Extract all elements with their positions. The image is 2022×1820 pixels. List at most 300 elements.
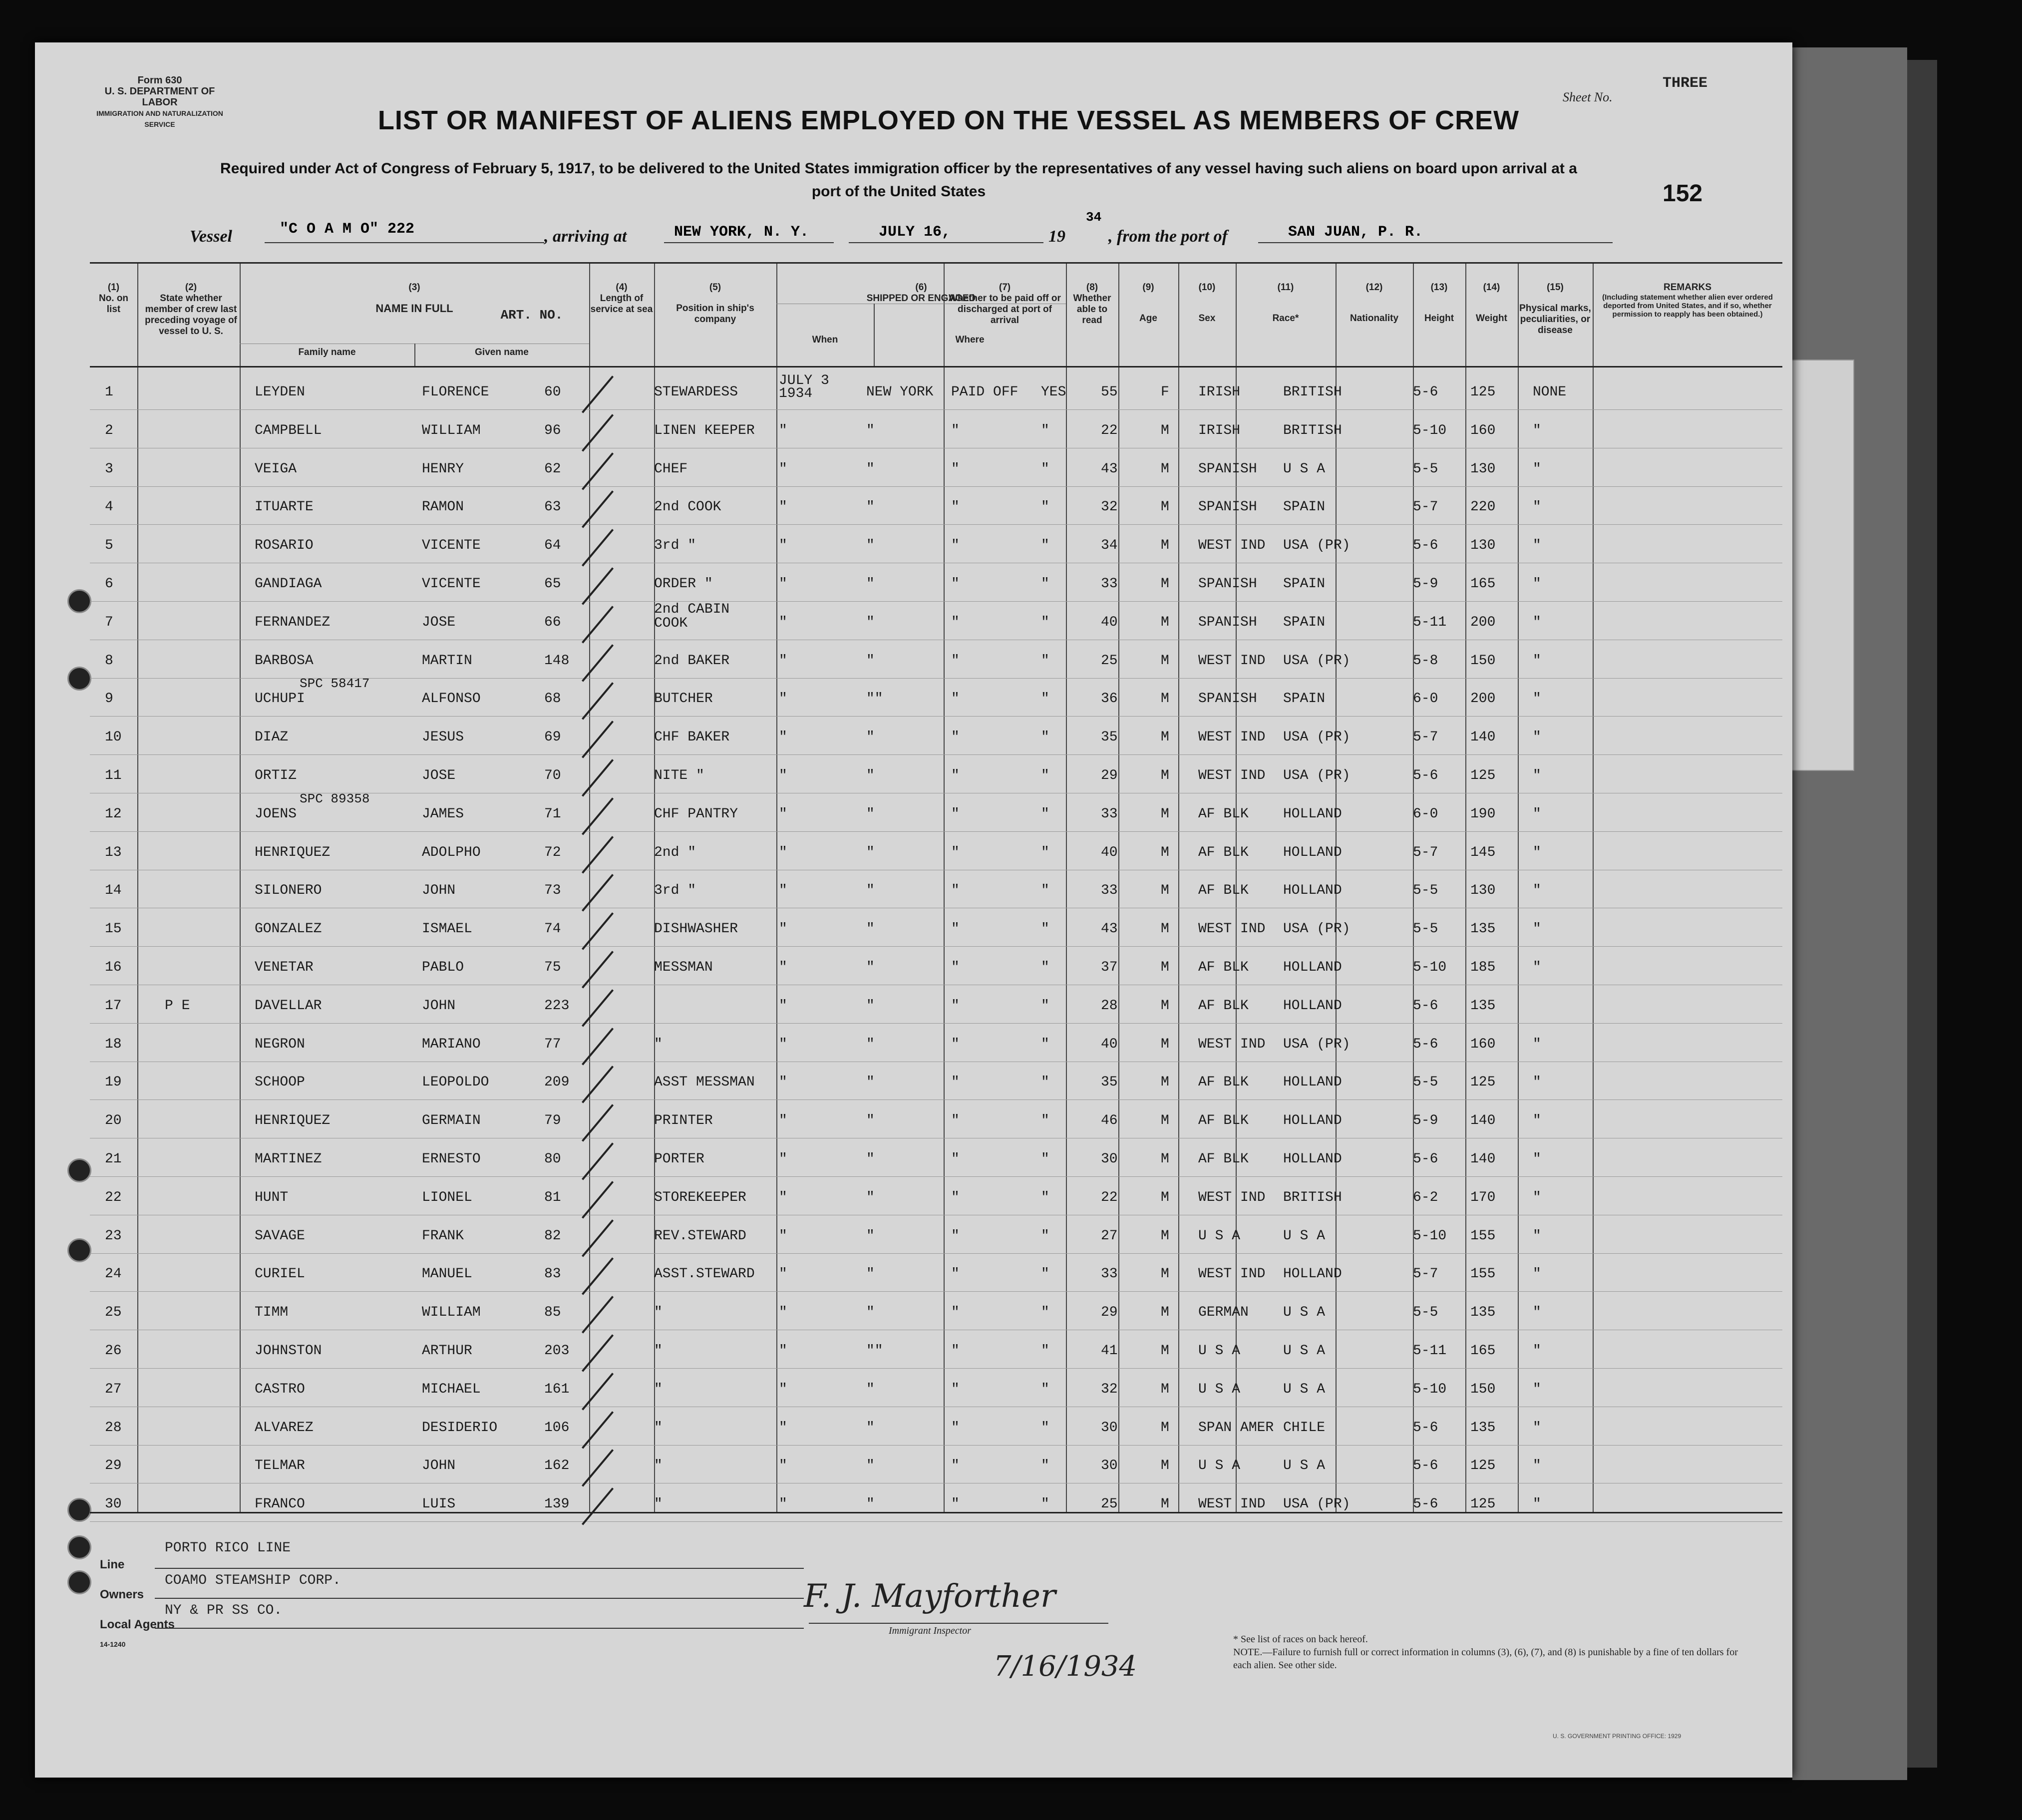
cell-nat: U S A (1283, 1228, 1326, 1244)
form-number: Form 630 (137, 75, 182, 86)
cell-position: " (654, 1305, 663, 1321)
cell-no: 14 (105, 883, 122, 899)
cell-read: " (1041, 691, 1049, 707)
cell-weight: 140 (1470, 1113, 1496, 1129)
cell-where: " (866, 614, 875, 630)
header-position (654, 282, 776, 325)
cell-age: 55 (1101, 384, 1118, 400)
cell-family: NEGRON (255, 1036, 305, 1052)
cell-marks: " (1533, 768, 1541, 783)
header-text: Position in ship's company (676, 303, 754, 325)
cell-position: " (654, 1458, 663, 1474)
cell-age: 29 (1101, 1305, 1118, 1321)
cell-given: LIONEL (422, 1189, 472, 1205)
col-divider (1593, 264, 1594, 1512)
cell-sex: M (1161, 461, 1169, 477)
cell-read: " (1041, 1228, 1049, 1244)
cell-where: " (866, 1266, 875, 1282)
header-num: REMARKS (1663, 282, 1712, 293)
cell-age: 33 (1101, 1266, 1118, 1282)
header-text: Whether to be paid off or discharged at port of arrival (949, 293, 1061, 326)
cell-sex: M (1161, 1496, 1169, 1512)
cell-art: 63 (544, 499, 561, 515)
cell-race: SPANISH (1198, 499, 1257, 515)
cell-height: 5-11 (1413, 614, 1447, 630)
cell-marks: " (1533, 883, 1541, 899)
signature-underline (809, 1623, 1108, 1624)
cell-position: 3rd " (654, 883, 696, 899)
cell-where: " (866, 1151, 875, 1167)
cell-when: " (779, 1343, 787, 1359)
cell-where: " (866, 1075, 875, 1091)
cell-age: 41 (1101, 1343, 1118, 1359)
cell-when: " (779, 729, 787, 745)
header-num: (6) (915, 282, 927, 293)
cell-sex: M (1161, 768, 1169, 783)
cell-art: 60 (544, 384, 561, 400)
cell-nat: HOLLAND (1283, 1113, 1342, 1129)
cell-weight: 125 (1470, 1075, 1496, 1091)
cell-height: 5-5 (1413, 921, 1438, 937)
cell-height: 5-10 (1413, 960, 1447, 975)
cell-family: JOENS (255, 806, 297, 822)
binder-hole (67, 1158, 91, 1182)
cell-family: LEYDEN (255, 384, 305, 400)
cell-where: " (866, 998, 875, 1014)
cell-art: 83 (544, 1266, 561, 1282)
cell-family: DIAZ (255, 729, 289, 745)
cell-where: " (866, 806, 875, 822)
cell-sex: M (1161, 499, 1169, 515)
cell-age: 30 (1101, 1151, 1118, 1167)
cell-read: " (1041, 422, 1049, 438)
cell-paid: PAID OFF (951, 384, 1018, 400)
cell-no: 30 (105, 1496, 122, 1512)
cell-nat: SPAIN (1283, 576, 1326, 592)
cell-family: CAMPBELL (255, 422, 322, 438)
cell-where: " (866, 1420, 875, 1436)
cell-family: SCHOOP (255, 1075, 305, 1091)
cell-race: WEST IND (1198, 768, 1266, 783)
cell-read: " (1041, 1381, 1049, 1397)
cell-family: GONZALEZ (255, 921, 322, 937)
header-text: Sex (1198, 313, 1216, 324)
cell-nat: USA (PR) (1283, 538, 1350, 554)
cell-art: 148 (544, 653, 570, 669)
cell-position: 2nd COOK (654, 499, 721, 515)
cell-weight: 190 (1470, 806, 1496, 822)
cell-position: 2nd " (654, 844, 696, 860)
cell-family: JOHNSTON (255, 1343, 322, 1359)
cell-where: " (866, 653, 875, 669)
arriving-label: , arriving at (544, 227, 627, 246)
cell-nat: HOLLAND (1283, 1266, 1342, 1282)
cell-paid: " (951, 1381, 960, 1397)
cell-marks: " (1533, 806, 1541, 822)
cell-art: 69 (544, 729, 561, 745)
cell-no: 15 (105, 921, 122, 937)
cell-position: 3rd " (654, 538, 696, 554)
cell-no: 6 (105, 576, 113, 592)
header-text: Whether able to read (1073, 293, 1111, 326)
header-text: SHIPPED OR ENGAGED (866, 293, 976, 304)
date-underline (849, 242, 1043, 243)
cell-sex: M (1161, 921, 1169, 937)
cell-given: VICENTE (422, 576, 481, 592)
line-underline (155, 1568, 804, 1569)
header-text: Weight (1476, 313, 1507, 324)
cell-read: " (1041, 729, 1049, 745)
cell-no: 18 (105, 1036, 122, 1052)
cell-when: " (779, 768, 787, 783)
cell-height: 5-5 (1413, 1075, 1438, 1091)
cell-age: 25 (1101, 1496, 1118, 1512)
cell-weight: 125 (1470, 768, 1496, 783)
cell-position: " (654, 1420, 663, 1436)
cell-family: UCHUPI (255, 691, 305, 707)
year-suffix: 34 (1086, 210, 1102, 225)
cell-when: " (779, 576, 787, 592)
cell-marks: " (1533, 1189, 1541, 1205)
cell-read: " (1041, 499, 1049, 515)
cell-weight: 145 (1470, 844, 1496, 860)
cell-weight: 155 (1470, 1266, 1496, 1282)
cell-family: ITUARTE (255, 499, 314, 515)
cell-given: JOHN (422, 1458, 456, 1474)
cell-marks: " (1533, 461, 1541, 477)
cell-height: 6-0 (1413, 806, 1438, 822)
printing-office: U. S. GOVERNMENT PRINTING OFFICE: 1929 (1553, 1733, 1682, 1740)
cell-family: HUNT (255, 1189, 289, 1205)
cell-art: 223 (544, 998, 570, 1014)
cell-where: " (866, 422, 875, 438)
cell-spc: SPC 58417 (300, 676, 370, 692)
cell-sex: M (1161, 653, 1169, 669)
cell-nat: USA (PR) (1283, 768, 1350, 783)
binder-hole (67, 1498, 91, 1522)
cell-paid: " (951, 768, 960, 783)
header-num: (2) (185, 282, 197, 293)
cell-given: LEOPOLDO (422, 1075, 489, 1091)
cell-when: " (779, 883, 787, 899)
cell-family: TELMAR (255, 1458, 305, 1474)
cell-weight: 140 (1470, 729, 1496, 745)
cell-when: " (779, 1151, 787, 1167)
cell-art: 162 (544, 1458, 570, 1474)
cell-when: " (779, 960, 787, 975)
header-age (1118, 282, 1178, 324)
header-family-name: Family name (298, 347, 356, 358)
cell-age: 43 (1101, 461, 1118, 477)
cell-no: 7 (105, 614, 113, 630)
header-text: Length of service at sea (590, 293, 653, 315)
cell-given: DESIDERIO (422, 1420, 498, 1436)
cell-nat: HOLLAND (1283, 806, 1342, 822)
cell-given: FLORENCE (422, 384, 489, 400)
cell-height: 5-9 (1413, 576, 1438, 592)
cell-no: 11 (105, 768, 122, 783)
cell-weight: 125 (1470, 384, 1496, 400)
cell-nat: USA (PR) (1283, 1496, 1350, 1512)
cell-height: 5-5 (1413, 1305, 1438, 1321)
row-rule (90, 1176, 1782, 1177)
cell-age: 35 (1101, 1075, 1118, 1091)
cell-given: ALFONSO (422, 691, 481, 707)
cell-sex: F (1161, 384, 1169, 400)
cell-height: 5-7 (1413, 729, 1438, 745)
cell-nat: BRITISH (1283, 422, 1342, 438)
cell-art: 82 (544, 1228, 561, 1244)
cell-height: 5-6 (1413, 768, 1438, 783)
cell-weight: 125 (1470, 1496, 1496, 1512)
cell-height: 5-6 (1413, 998, 1438, 1014)
cell-race: AF BLK (1198, 960, 1249, 975)
penalty-note: NOTE.—Failure to furnish full or correct information in columns (3), (6), (7), and (8) is punishable by a fine of ten dollars for each alien. See other side. (1233, 1647, 1738, 1671)
binding-shadow (1907, 60, 1937, 1768)
header-num: (11) (1277, 282, 1294, 293)
cell-read: " (1041, 653, 1049, 669)
cell-where: " (866, 576, 875, 592)
cell-family: FRANCO (255, 1496, 305, 1512)
cell-race: AF BLK (1198, 1151, 1249, 1167)
cell-nat: U S A (1283, 1343, 1326, 1359)
cell-where: " (866, 1496, 875, 1512)
cell-where: "" (866, 1343, 883, 1359)
cell-sex: M (1161, 614, 1169, 630)
header-num: (10) (1198, 282, 1216, 293)
cell-read: " (1041, 1036, 1049, 1052)
cell-family: HENRIQUEZ (255, 1113, 331, 1129)
cell-when: " (779, 538, 787, 554)
cell-height: 5-7 (1413, 844, 1438, 860)
cell-sex: M (1161, 844, 1169, 860)
cell-spc: SPC 89358 (300, 791, 370, 806)
cell-where: " (866, 499, 875, 515)
cell-when: " (779, 1266, 787, 1282)
cell-age: 27 (1101, 1228, 1118, 1244)
cell-age: 22 (1101, 422, 1118, 438)
cell-weight: 135 (1470, 1305, 1496, 1321)
cell-height: 5-10 (1413, 1228, 1447, 1244)
cell-race: IRISH (1198, 422, 1241, 438)
row-rule (90, 601, 1782, 602)
cell-marks: " (1533, 1151, 1541, 1167)
cell-position: MESSMAN (654, 960, 713, 975)
cell-art: 71 (544, 806, 561, 822)
cell-nat: CHILE (1283, 1420, 1326, 1436)
cell-sex: M (1161, 1266, 1169, 1282)
header-given-name: Given name (475, 347, 529, 358)
agents-label: Local Agents (100, 1618, 175, 1631)
row-rule (90, 1291, 1782, 1292)
cell-when: " (779, 1075, 787, 1091)
cell-art: 209 (544, 1075, 570, 1091)
cell-where: " (866, 883, 875, 899)
header-text: Height (1424, 313, 1454, 324)
cell-when: " (779, 998, 787, 1014)
col-divider (1118, 264, 1119, 1512)
binder-hole (67, 667, 91, 691)
cell-given: JESUS (422, 729, 464, 745)
cell-where: " (866, 1189, 875, 1205)
vessel-line (190, 227, 232, 246)
cell-age: 46 (1101, 1113, 1118, 1129)
cell-no: 9 (105, 691, 113, 707)
cell-paid: " (951, 960, 960, 975)
cell-where: " (866, 729, 875, 745)
cell-weight: 165 (1470, 1343, 1496, 1359)
cell-where: " (866, 768, 875, 783)
cell-weight: 170 (1470, 1189, 1496, 1205)
cell-no: 4 (105, 499, 113, 515)
inspector-signature: F. J. Mayforther (804, 1578, 1056, 1615)
cell-no: 3 (105, 461, 113, 477)
cell-read: " (1041, 921, 1049, 937)
cell-sex: M (1161, 576, 1169, 592)
cell-weight: 165 (1470, 576, 1496, 592)
cell-height: 5-6 (1413, 1420, 1438, 1436)
cell-height: 5-5 (1413, 883, 1438, 899)
row-rule (90, 1368, 1782, 1369)
cell-weight: 150 (1470, 653, 1496, 669)
cell-sex: M (1161, 1151, 1169, 1167)
cell-given: MANUEL (422, 1266, 472, 1282)
cell-sex: M (1161, 422, 1169, 438)
cell-family: GANDIAGA (255, 576, 322, 592)
cell-no: 13 (105, 844, 122, 860)
cell-where: " (866, 1381, 875, 1397)
manifest-table (90, 262, 1782, 1513)
owners-label: Owners (100, 1588, 144, 1601)
cell-art: 68 (544, 691, 561, 707)
cell-given: HENRY (422, 461, 464, 477)
cell-nat: U S A (1283, 461, 1326, 477)
cell-art: 139 (544, 1496, 570, 1512)
header-num: (7) (999, 282, 1011, 293)
cell-age: 32 (1101, 499, 1118, 515)
row-rule (90, 946, 1782, 947)
cell-position: REV.STEWARD (654, 1228, 746, 1244)
cell-no: 12 (105, 806, 122, 822)
cell-age: 28 (1101, 998, 1118, 1014)
cell-where: NEW YORK (866, 384, 934, 400)
cell-race: AF BLK (1198, 883, 1249, 899)
cell-position: STOREKEEPER (654, 1189, 746, 1205)
cell-given: JAMES (422, 806, 464, 822)
cell-sex: M (1161, 1305, 1169, 1321)
cell-marks: " (1533, 1381, 1541, 1397)
cell-family: VEIGA (255, 461, 297, 477)
cell-height: 5-7 (1413, 499, 1438, 515)
subtitle-line-2: port of the United States (811, 183, 986, 200)
cell-sex: M (1161, 1381, 1169, 1397)
header-num: (13) (1430, 282, 1448, 293)
cell-given: JOSE (422, 614, 456, 630)
cell-weight: 185 (1470, 960, 1496, 975)
cell-sex: M (1161, 883, 1169, 899)
cell-given: JOHN (422, 883, 456, 899)
cell-when: " (779, 1113, 787, 1129)
cell-marks: " (1533, 1113, 1541, 1129)
vessel-underline (265, 242, 544, 243)
row-rule (90, 831, 1782, 832)
cell-no: 21 (105, 1151, 122, 1167)
cell-age: 30 (1101, 1420, 1118, 1436)
cell-paid: " (951, 998, 960, 1014)
cell-family: SAVAGE (255, 1228, 305, 1244)
department-name: U. S. DEPARTMENT OF LABOR (104, 86, 215, 108)
cell-when: " (779, 844, 787, 860)
cell-nat: HOLLAND (1283, 1075, 1342, 1091)
document-title: LIST OR MANIFEST OF ALIENS EMPLOYED ON THE VESSEL AS MEMBERS OF CREW (377, 105, 1520, 135)
cell-art: 64 (544, 538, 561, 554)
cell-marks: NONE (1533, 384, 1567, 400)
row-rule (90, 1099, 1782, 1100)
cell-height: 5-5 (1413, 461, 1438, 477)
cell-paid: " (951, 1305, 960, 1321)
cell-race: WEST IND (1198, 921, 1266, 937)
cell-marks: " (1533, 1075, 1541, 1091)
cell-race: WEST IND (1198, 1189, 1266, 1205)
cell-age: 22 (1101, 1189, 1118, 1205)
cell-marks: " (1533, 538, 1541, 554)
col-divider (944, 264, 945, 1512)
cell-no: 22 (105, 1189, 122, 1205)
cell-family: ORTIZ (255, 768, 297, 783)
cell-read: " (1041, 1151, 1049, 1167)
col-divider (776, 264, 777, 1512)
cell-given: ARTHUR (422, 1343, 472, 1359)
cell-given: WILLIAM (422, 422, 481, 438)
cell-race: U S A (1198, 1228, 1241, 1244)
cell-height: 5-6 (1413, 1151, 1438, 1167)
cell-when: " (779, 461, 787, 477)
cell-marks: " (1533, 921, 1541, 937)
cell-age: 33 (1101, 576, 1118, 592)
header-num: (1) (107, 282, 120, 293)
col-divider (1178, 264, 1179, 1512)
cell-family: ALVAREZ (255, 1420, 314, 1436)
cell-prev: P E (165, 998, 190, 1014)
cell-read: " (1041, 806, 1049, 822)
cell-when: " (779, 1458, 787, 1474)
cell-weight: 130 (1470, 461, 1496, 477)
cell-paid: " (951, 1266, 960, 1282)
cell-when: " (779, 499, 787, 515)
arrival-port: NEW YORK, N. Y. (674, 224, 809, 241)
cell-marks: " (1533, 1228, 1541, 1244)
col-divider (240, 264, 241, 1512)
cell-age: 33 (1101, 883, 1118, 899)
cell-age: 30 (1101, 1458, 1118, 1474)
cell-where: " (866, 1228, 875, 1244)
header-text: NAME IN FULL (375, 302, 453, 315)
cell-nat: USA (PR) (1283, 653, 1350, 669)
cell-weight: 135 (1470, 921, 1496, 937)
row-rule (90, 1445, 1782, 1446)
cell-race: U S A (1198, 1343, 1241, 1359)
row-rule (90, 754, 1782, 755)
cell-art: 106 (544, 1420, 570, 1436)
cell-position: 2nd BAKER (654, 653, 730, 669)
cell-art: 65 (544, 576, 561, 592)
cell-nat: SPAIN (1283, 614, 1326, 630)
cell-no: 24 (105, 1266, 122, 1282)
cell-weight: 220 (1470, 499, 1496, 515)
cell-marks: " (1533, 1496, 1541, 1512)
cell-when: " (779, 691, 787, 707)
header-text: No. on list (98, 293, 129, 315)
